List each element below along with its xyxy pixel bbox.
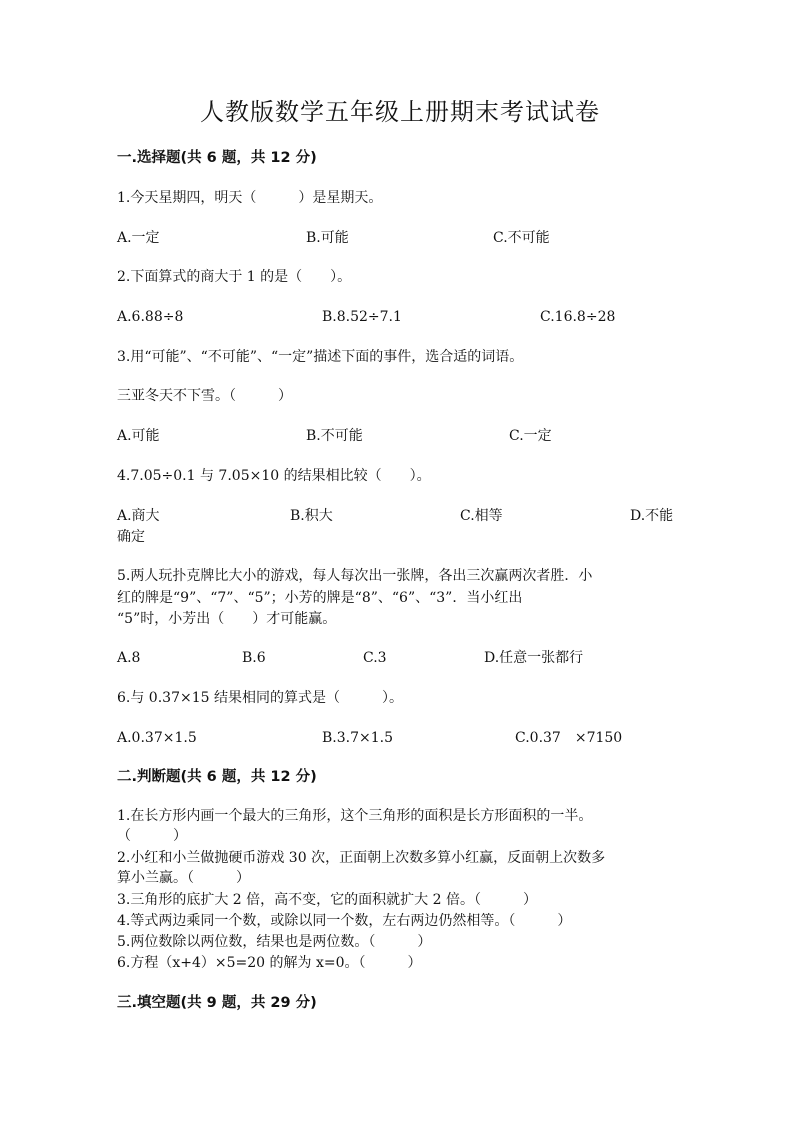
choice-question-5-line-1: 5.两人玩扑克牌比大小的游戏，每人每次出一张牌，各出三次赢两次者胜．小 [117,568,593,584]
judge-question-6: 6.方程（x+4）×5=20 的解为 x=0。（ ） [117,955,422,971]
choice-question-3: 3.用“可能”、“不可能”、“一定”描述下面的事件，选合适的词语。 [117,349,524,365]
q3-option-c: C.一定 [509,428,552,444]
q3-event: 三亚冬天不下雪。（ ） [117,388,292,404]
q5-option-c: C.3 [363,650,387,666]
choice-question-1: 1.今天星期四，明天（ ）是星期天。 [117,190,383,206]
section-heading-fill: 三.填空题(共 9 题，共 29 分) [117,995,317,1011]
judge-question-4: 4.等式两边乘同一个数，或除以同一个数，左右两边仍然相等。（ ） [117,913,572,929]
judge-question-2-line-2: 算小兰赢。（ ） [117,870,250,886]
q2-option-b: B.8.52÷7.1 [322,309,402,325]
choice-question-6: 6.与 0.37×15 结果相同的算式是（ ）。 [117,690,403,706]
q5-option-b: B.6 [242,650,266,666]
q1-option-b: B.可能 [306,230,349,246]
q1-option-a: A.一定 [117,230,160,246]
q4-option-d-continued: 确定 [117,529,145,545]
q6-option-b: B.3.7×1.5 [322,730,393,746]
judge-question-2-line-1: 2.小红和小兰做抛硬币游戏 30 次，正面朝上次数多算小红赢，反面朝上次数多 [117,850,606,866]
q6-option-c: C.0.37 ×7150 [515,730,623,746]
q2-option-a: A.6.88÷8 [117,309,184,325]
q1-option-c: C.不可能 [493,230,550,246]
judge-question-1-line-1: 1.在长方形内画一个最大的三角形，这个三角形的面积是长方形面积的一半。 [117,808,593,824]
q5-option-d: D.任意一张都行 [484,650,584,666]
q5-option-a: A.8 [117,650,141,666]
choice-question-2: 2.下面算式的商大于 1 的是（ ）。 [117,269,352,285]
section-heading-choice: 一.选择题(共 6 题，共 12 分) [117,150,317,166]
section-heading-judge: 二.判断题(共 6 题，共 12 分) [117,769,317,785]
q3-option-a: A.可能 [117,428,160,444]
choice-question-4: 4.7.05÷0.1 与 7.05×10 的结果相比较（ ）。 [117,468,431,484]
judge-question-5: 5.两位数除以两位数，结果也是两位数。（ ） [117,934,432,950]
q4-option-c: C.相等 [460,508,503,524]
page-title: 人教版数学五年级上册期末考试试卷 [200,98,600,126]
q2-option-c: C.16.8÷28 [540,309,616,325]
q4-option-b: B.积大 [290,508,333,524]
judge-question-1-line-2: （ ） [117,828,187,844]
q6-option-a: A.0.37×1.5 [117,730,197,746]
judge-question-3: 3.三角形的底扩大 2 倍，高不变，它的面积就扩大 2 倍。（ ） [117,892,537,908]
q4-option-a: A.商大 [117,508,160,524]
choice-question-5-line-3: “5”时，小芳出（ ）才可能赢。 [117,611,337,627]
q3-option-b: B.不可能 [306,428,363,444]
q4-option-d: D.不能 [630,508,674,524]
choice-question-5-line-2: 红的牌是“9”、“7”、“5”；小芳的牌是“8”、“6”、“3”．当小红出 [117,590,523,606]
